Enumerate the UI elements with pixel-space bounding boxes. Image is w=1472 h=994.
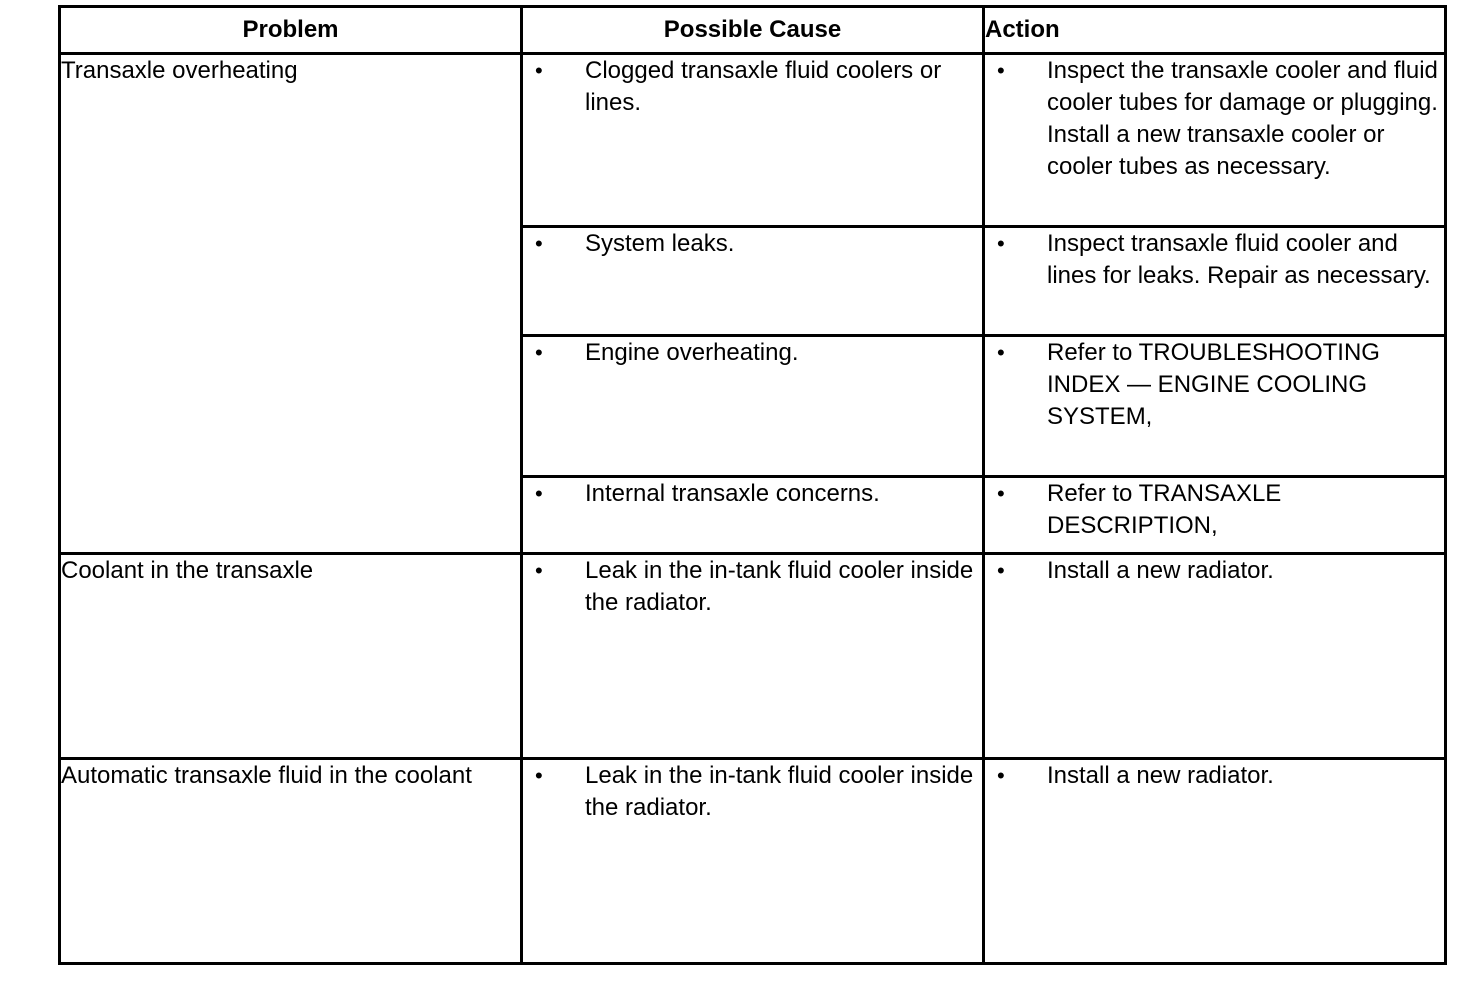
cause-text: Leak in the in-tank fluid cooler inside the radiator. bbox=[585, 762, 974, 821]
action-text: Refer to TRANSAXLE DESCRIPTION, bbox=[1047, 480, 1282, 539]
troubleshooting-table bbox=[58, 5, 1447, 965]
bullet-icon: • bbox=[997, 763, 1005, 788]
cause-cell bbox=[522, 227, 984, 336]
header-problem: Problem bbox=[60, 7, 522, 54]
cause-text: Engine overheating. bbox=[585, 339, 799, 366]
action-text: Install a new radiator. bbox=[1047, 557, 1274, 584]
action-cell bbox=[984, 759, 1446, 964]
bullet-icon: • bbox=[535, 231, 543, 256]
table-row bbox=[60, 554, 1446, 759]
cause-text: Clogged transaxle fluid coolers or lines. bbox=[585, 57, 942, 116]
problem-cell: Coolant in the transaxle bbox=[60, 554, 522, 759]
action-cell bbox=[984, 336, 1446, 477]
action-text: Inspect transaxle fluid cooler and lines for leaks. Repair as necessary. bbox=[1047, 230, 1431, 289]
header-row bbox=[60, 7, 1446, 54]
bullet-icon: • bbox=[997, 231, 1005, 256]
cause-cell bbox=[522, 54, 984, 227]
bullet-icon: • bbox=[535, 340, 543, 365]
bullet-icon: • bbox=[535, 763, 543, 788]
action-cell bbox=[984, 54, 1446, 227]
cause-text: Internal transaxle concerns. bbox=[585, 480, 880, 507]
bullet-icon: • bbox=[997, 481, 1005, 506]
cause-cell bbox=[522, 759, 984, 964]
cause-cell bbox=[522, 477, 984, 554]
header-possible-cause: Possible Cause bbox=[522, 7, 984, 54]
problem-cell: Automatic transaxle fluid in the coolant bbox=[60, 759, 522, 964]
table-row bbox=[60, 759, 1446, 964]
cause-text: Leak in the in-tank fluid cooler inside the radiator. bbox=[585, 557, 974, 616]
bullet-icon: • bbox=[535, 481, 543, 506]
cause-cell bbox=[522, 336, 984, 477]
action-cell bbox=[984, 477, 1446, 554]
action-text: Refer to TROUBLESHOOTING INDEX — ENGINE COOLING SYSTEM, bbox=[1047, 339, 1380, 430]
bullet-icon: • bbox=[997, 58, 1005, 83]
bullet-icon: • bbox=[535, 558, 543, 583]
bullet-icon: • bbox=[997, 340, 1005, 365]
action-text: Inspect the transaxle cooler and fluid cooler tubes for damage or plugging. Install a new transaxle cooler or cooler tubes as necessary. bbox=[1047, 57, 1438, 180]
cause-text: System leaks. bbox=[585, 230, 735, 257]
action-cell bbox=[984, 227, 1446, 336]
cause-cell bbox=[522, 554, 984, 759]
table-row bbox=[60, 54, 1446, 227]
action-text: Install a new radiator. bbox=[1047, 762, 1274, 789]
bullet-icon: • bbox=[535, 58, 543, 83]
bullet-icon: • bbox=[997, 558, 1005, 583]
action-cell bbox=[984, 554, 1446, 759]
header-action: Action bbox=[984, 7, 1446, 54]
problem-cell: Transaxle overheating bbox=[60, 54, 522, 554]
